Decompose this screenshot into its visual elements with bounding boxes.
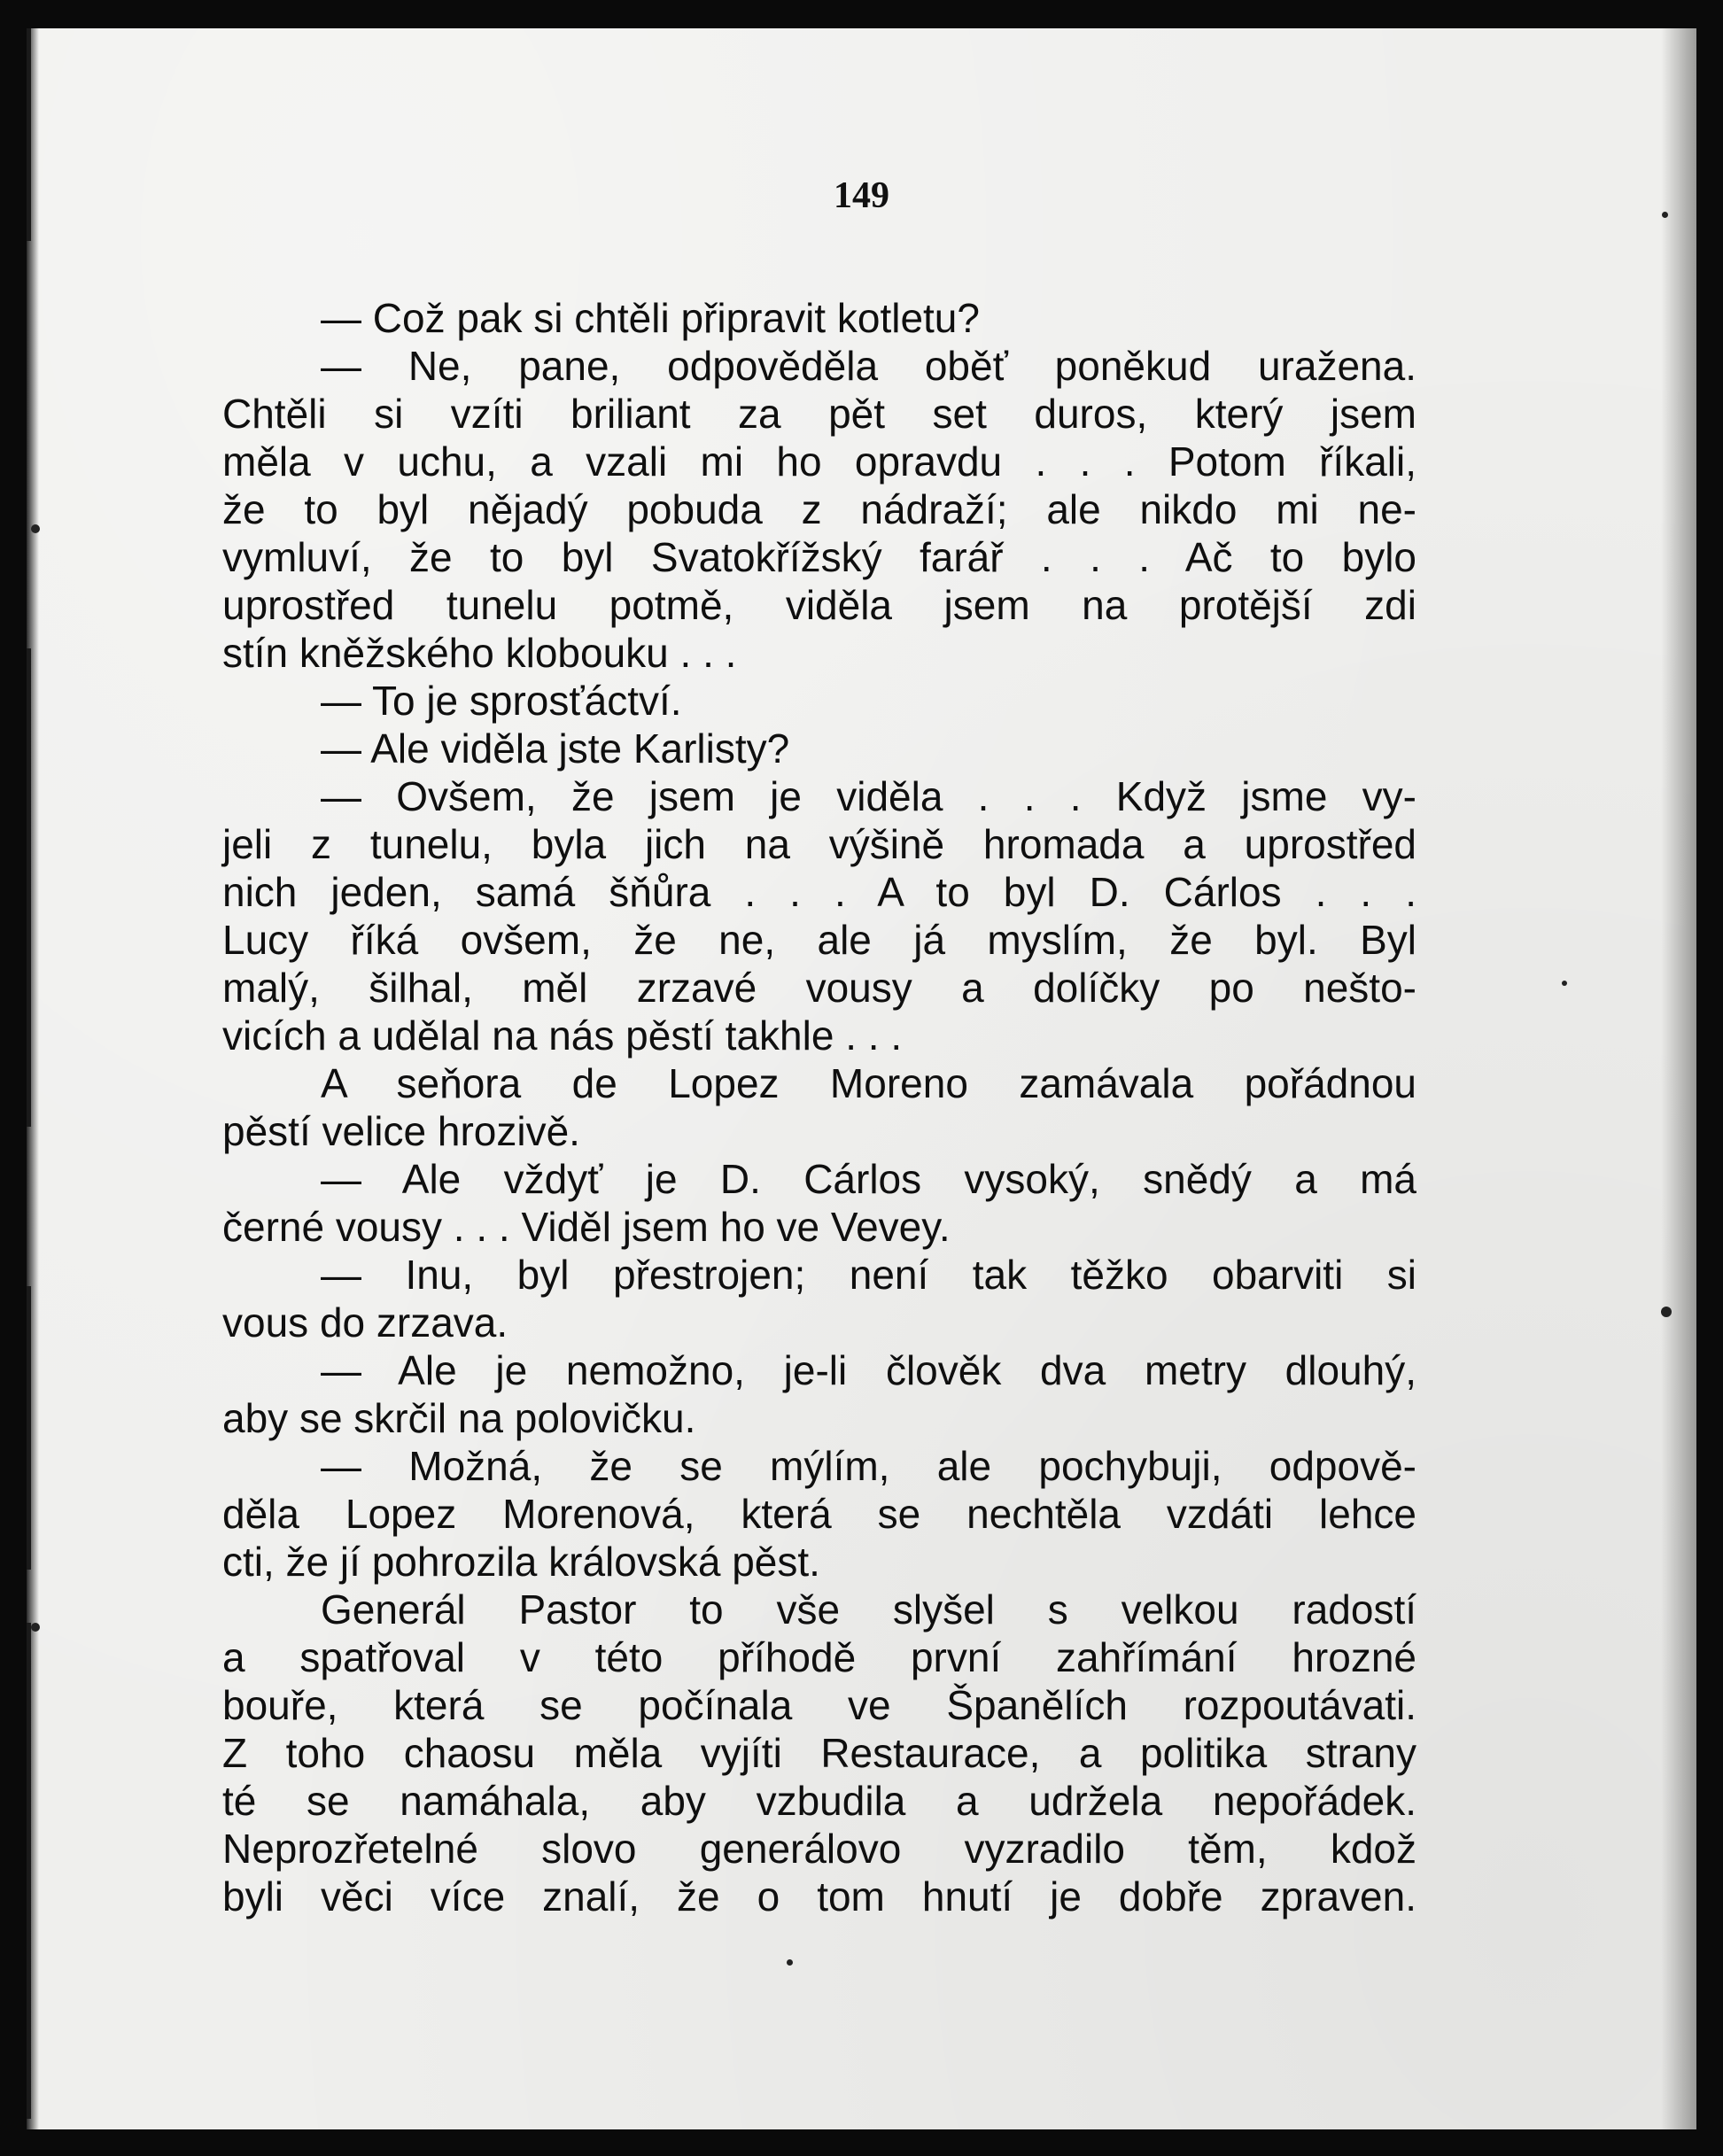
- text-line: děla Lopez Morenová, která se nechtěla vzdáti lehce: [222, 1491, 1416, 1537]
- text-line: vicích a udělal na nás pěstí takhle . . .: [222, 1012, 903, 1059]
- text-line: Z toho chaosu měla vyjíti Restaurace, a politika strany: [222, 1730, 1416, 1776]
- text-line: A seňora de Lopez Moreno zamávala pořádnou: [321, 1060, 1416, 1106]
- text-line: — Inu, byl přestrojen; není tak těžko obarviti si: [321, 1252, 1416, 1298]
- binding-mark: [27, 1623, 31, 2119]
- paper-speck: [31, 1623, 40, 1632]
- text-line: — Což pak si chtěli připravit kotletu?: [321, 295, 980, 341]
- text-line: aby se skrčil na polovičku.: [222, 1395, 696, 1441]
- paper-speck: [1562, 981, 1567, 986]
- text-line: malý, šilhal, měl zrzavé vousy a dolíčky po nešto-: [222, 965, 1416, 1011]
- text-line: Generál Pastor to vše slyšel s velkou radostí: [321, 1586, 1416, 1633]
- text-line: uprostřed tunelu potmě, viděla jsem na protější zdi: [222, 582, 1416, 628]
- text-line: té se namáhala, aby vzbudila a udržela nepořádek.: [222, 1778, 1416, 1824]
- text-line: Lucy říká ovšem, že ne, ale já myslím, že byl. Byl: [222, 917, 1416, 963]
- page-right-shadow: [1661, 28, 1696, 2129]
- text-line: — Ne, pane, odpověděla oběť poněkud uražena.: [321, 343, 1416, 389]
- text-line: bouře, která se počínala ve Španělích rozpoutávati.: [222, 1682, 1416, 1728]
- text-line: černé vousy . . . Viděl jsem ho ve Vevey.: [222, 1204, 951, 1250]
- text-line: — Ale viděla jste Karlisty?: [321, 725, 790, 772]
- text-line: — Ale je nemožno, je-li člověk dva metry dlouhý,: [321, 1347, 1416, 1393]
- binding-mark: [27, 648, 31, 1127]
- text-line: — Možná, že se mýlím, ale pochybuji, odpově-: [321, 1443, 1416, 1489]
- text-line: nich jeden, samá šňůra . . . A to byl D. Cárlos . . .: [222, 869, 1416, 915]
- text-line: — Ovšem, že jsem je viděla . . . Když jsme vy-: [321, 773, 1416, 819]
- text-line: — To je sprosťáctví.: [321, 678, 682, 724]
- binding-mark: [27, 1286, 31, 1570]
- text-line: že to byl nějadý pobuda z nádraží; ale nikdo mi ne-: [222, 486, 1416, 532]
- text-line: vous do zrzava.: [222, 1299, 508, 1346]
- paper-speck: [787, 1959, 793, 1966]
- text-line: měla v uchu, a vzali mi ho opravdu . . . Potom říkali,: [222, 438, 1416, 485]
- text-line: Neprozřetelné slovo generálovo vyzradilo těm, kdož: [222, 1826, 1416, 1872]
- text-line: byli věci více znalí, že o tom hnutí je dobře zpraven.: [222, 1873, 1416, 1919]
- text-line: jeli z tunelu, byla jich na výšině hromada a uprostřed: [222, 821, 1416, 867]
- text-line: cti, že jí pohrozila královská pěst.: [222, 1539, 820, 1585]
- text-line: a spatřoval v této příhodě první zahřímání hrozné: [222, 1634, 1416, 1680]
- text-line: — Ale vždyť je D. Cárlos vysoký, snědý a má: [321, 1156, 1416, 1202]
- text-line: pěstí velice hrozivě.: [222, 1108, 580, 1154]
- body-text: [222, 294, 1416, 1920]
- paper-speck: [31, 524, 40, 533]
- paper-speck: [1661, 1307, 1672, 1317]
- text-line: vymluví, že to byl Svatokřížský farář . . . Ač to bylo: [222, 534, 1416, 580]
- page-number: 149: [834, 175, 889, 216]
- text-line: Chtěli si vzíti briliant za pět set duros, který jsem: [222, 391, 1416, 437]
- text-line: stín kněžského klobouku . . .: [222, 630, 737, 676]
- book-page: [27, 28, 1696, 2129]
